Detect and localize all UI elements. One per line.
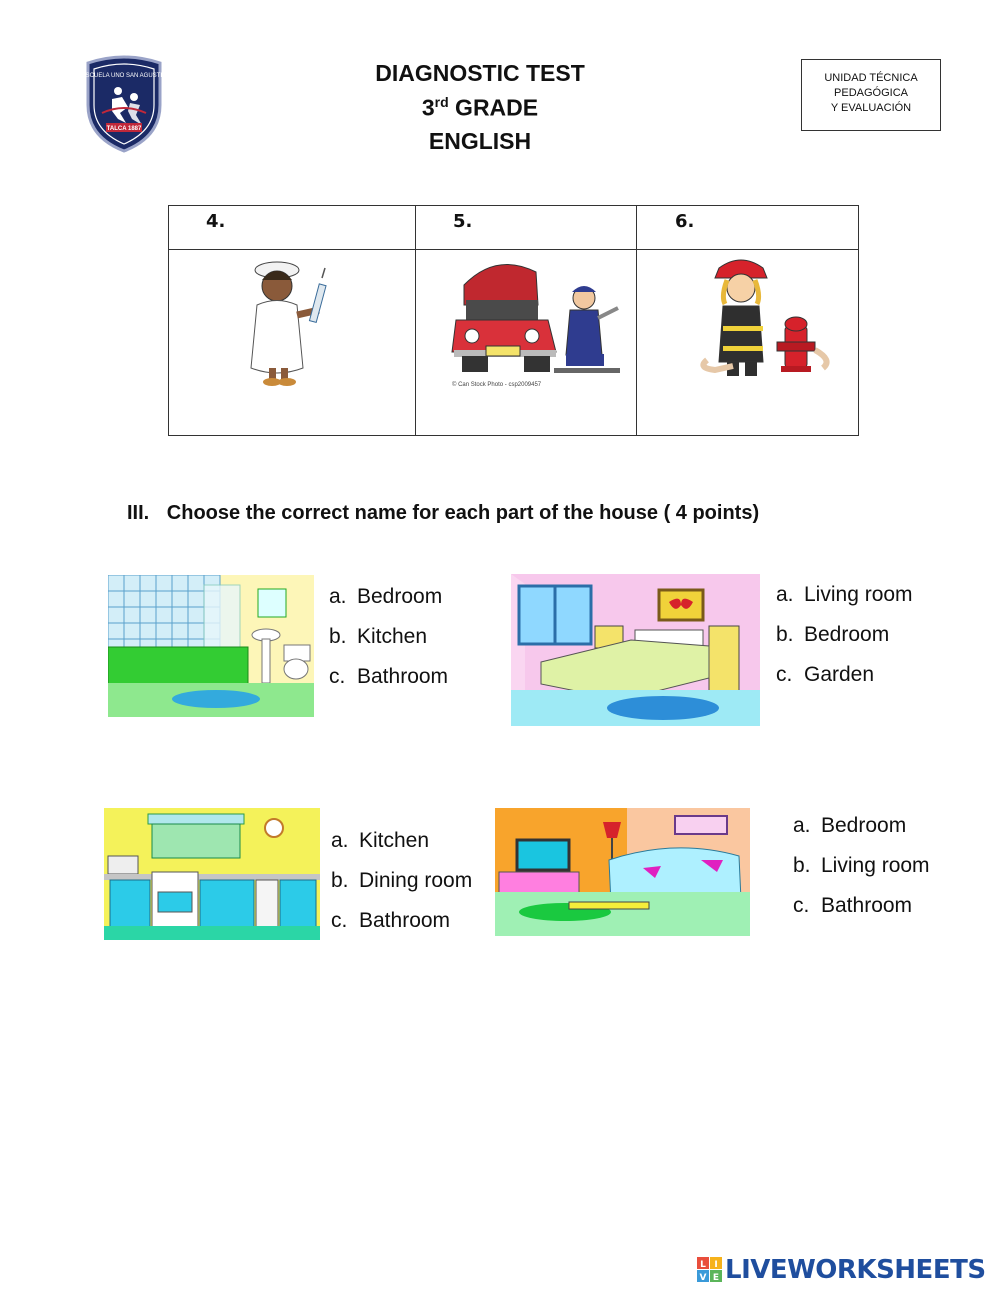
grade-number: 3 xyxy=(421,94,435,121)
option-b[interactable]: b. Dining room xyxy=(331,869,473,892)
unit-line: UNIDAD TÉCNICA xyxy=(824,72,918,84)
grade-heading xyxy=(330,94,630,122)
option-b[interactable]: b. Bedroom xyxy=(776,623,890,646)
jobs-number-cell xyxy=(637,206,859,250)
unit-line: Y EVALUACIÓN xyxy=(830,102,912,114)
kitchen-options xyxy=(331,821,472,941)
question-number: 6. xyxy=(675,211,695,232)
firefighter-image xyxy=(637,250,858,430)
svg-text:L: L xyxy=(700,1260,706,1270)
subject-heading: ENGLISH xyxy=(428,128,532,154)
bedroom-image xyxy=(511,574,760,726)
svg-text:E: E xyxy=(712,1273,720,1283)
kitchen-image xyxy=(104,808,320,940)
grade-word: GRADE xyxy=(448,94,539,121)
jobs-image-cell xyxy=(637,250,859,436)
living-room-options xyxy=(793,806,930,926)
option-a[interactable]: a. Kitchen xyxy=(331,829,430,852)
crest-motto: TALCA 1887 xyxy=(106,126,142,132)
living-room-image xyxy=(495,808,750,936)
svg-text:I: I xyxy=(714,1260,718,1270)
stock-watermark: © Can Stock Photo - csp2009457 xyxy=(452,382,542,388)
test-title: DIAGNOSTIC TEST xyxy=(375,60,585,86)
section-numeral: III. xyxy=(127,502,150,524)
section-heading xyxy=(127,502,759,525)
unit-line: PEDAGÓGICA xyxy=(834,87,908,99)
option-b[interactable]: b. Kitchen xyxy=(329,625,428,648)
jobs-number-cell xyxy=(169,206,416,250)
option-a[interactable]: a. Living room xyxy=(776,583,913,606)
jobs-image-cell xyxy=(169,250,416,436)
bathroom-options xyxy=(329,577,448,697)
jobs-image-row xyxy=(169,250,859,436)
crest-school-name: ESCUELA UNO SAN AGUSTIN xyxy=(82,73,166,79)
option-c[interactable]: c. Garden xyxy=(776,663,875,686)
svg-text:V: V xyxy=(699,1273,707,1283)
liveworksheets-brand[interactable]: LIVEWORKSHEETS xyxy=(725,1255,986,1285)
jobs-image-cell xyxy=(416,250,637,436)
question-number: 4. xyxy=(206,211,226,232)
jobs-table xyxy=(168,205,859,436)
grade-suffix: rd xyxy=(434,94,449,110)
option-a[interactable]: a. Bedroom xyxy=(329,585,443,608)
jobs-number-row xyxy=(169,206,859,250)
unit-box xyxy=(801,59,941,131)
option-c[interactable]: c. Bathroom xyxy=(793,894,913,917)
section-instruction: Choose the correct name for each part of the house ( 4 points) xyxy=(166,502,760,524)
option-a[interactable]: a. Bedroom xyxy=(793,814,907,837)
option-b[interactable]: b. Living room xyxy=(793,854,930,877)
nurse-image xyxy=(169,250,415,430)
school-crest-logo xyxy=(82,53,166,153)
bedroom-options xyxy=(776,575,913,695)
option-c[interactable]: c. Bathroom xyxy=(331,909,451,932)
bathroom-image xyxy=(108,575,314,717)
option-c[interactable]: c. Bathroom xyxy=(329,665,449,688)
jobs-number-cell xyxy=(416,206,637,250)
mechanic-image xyxy=(416,250,636,430)
question-number: 5. xyxy=(453,211,473,232)
liveworksheets-badge-icon xyxy=(697,1257,723,1283)
